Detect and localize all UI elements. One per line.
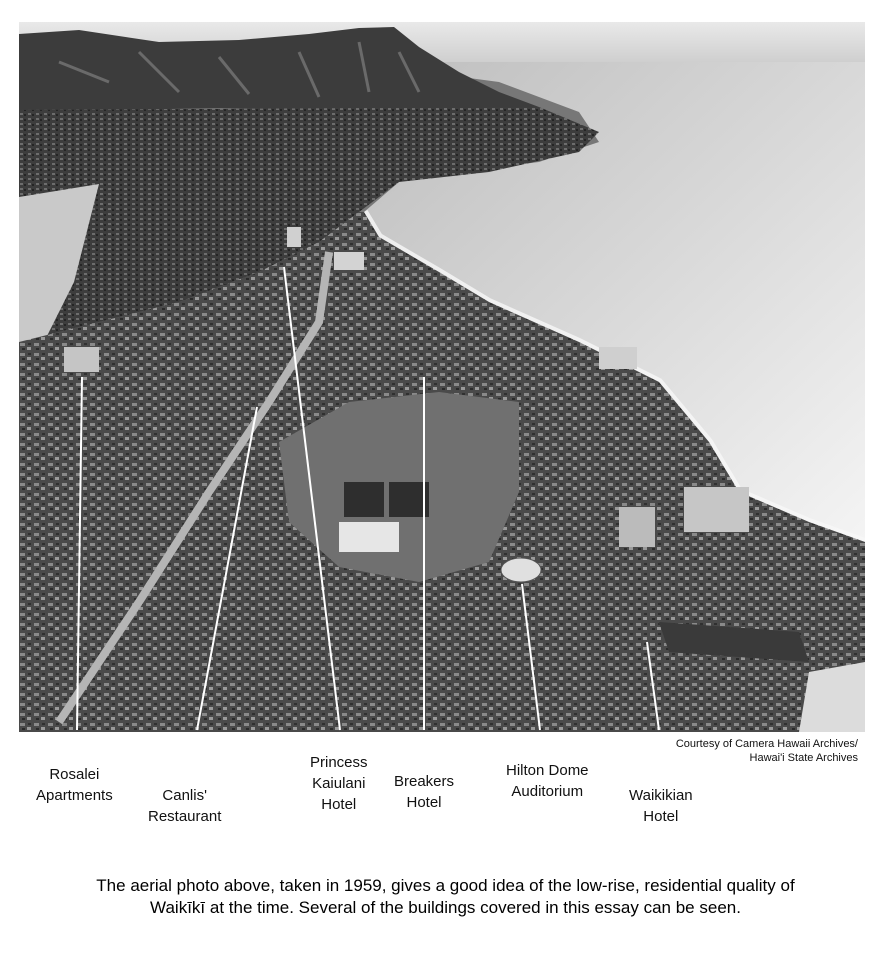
hotel-building (287, 227, 301, 247)
hotel-building (684, 487, 749, 532)
photo-credit (676, 737, 858, 765)
hotel-building (619, 507, 655, 547)
hotel-building (334, 252, 364, 270)
hilton-dome (501, 558, 541, 582)
fort-building (339, 522, 399, 552)
label-rosalei-apartments: Rosalei Apartments (36, 766, 113, 804)
label-canlis-restaurant: Canlis' Restaurant (148, 787, 222, 825)
label-waikikian-hotel: Waikikian Hotel (629, 787, 693, 825)
label-breakers-hotel: Breakers Hotel (394, 773, 455, 811)
credit-line: Hawai'i State Archives (749, 752, 858, 764)
label-princess-kaiulani-hotel: Princess Kaiulani Hotel (310, 754, 368, 813)
hotel-building (599, 347, 637, 369)
photo-caption: The aerial photo above, taken in 1959, gives a good idea of the low-rise, residential quality of Waikīkī at the time. Several of the buildings covered in this essay can be seen. (96, 876, 795, 917)
credit-line: Courtesy of Camera Hawaii Archives/ (675, 738, 858, 750)
apartment-building (64, 347, 99, 372)
label-hilton-dome-auditorium: Hilton Dome Auditorium (506, 762, 589, 800)
aerial-photo (19, 22, 865, 732)
